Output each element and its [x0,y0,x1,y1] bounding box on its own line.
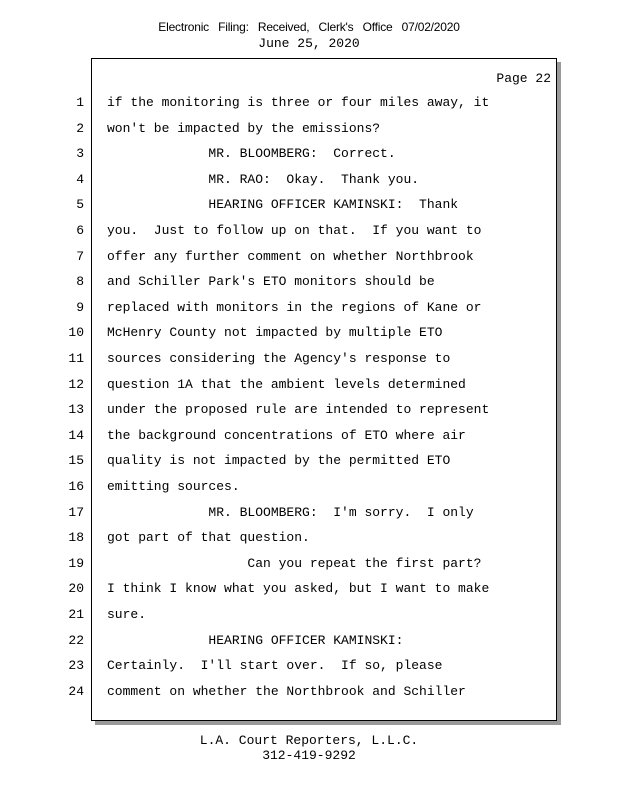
line-text: you. Just to follow up on that. If you want to [107,223,482,238]
page-number: Page 22 [496,71,551,86]
line-number: 18 [68,530,84,545]
line-number: 20 [68,581,84,596]
line-number: 10 [68,325,84,340]
reporter-phone: 312-419-9292 [262,748,356,763]
line-number: 12 [68,377,84,392]
line-text: quality is not impacted by the permitted ETO [107,453,451,468]
line-text: got part of that question. [107,530,310,545]
line-text: Can you repeat the first part? [107,556,482,571]
filing-stamp: Electronic Filing: Received, Clerk's Office 07/02/2020 [158,20,460,34]
reporter-company: L.A. Court Reporters, L.L.C. [199,733,419,748]
line-text: I think I know what you asked, but I want to make [107,581,490,596]
line-number: 7 [76,249,84,264]
line-text: won't be impacted by the emissions? [107,121,381,136]
line-text: MR. BLOOMBERG: I'm sorry. I only [107,505,474,520]
line-text: MR. BLOOMBERG: Correct. [107,146,396,161]
line-number: 21 [68,607,84,622]
line-text: if the monitoring is three or four miles away, it [107,95,490,110]
line-text: McHenry County not impacted by multiple ETO [107,325,443,340]
line-text: comment on whether the Northbrook and Schiller [107,684,466,699]
line-number: 22 [68,633,84,648]
line-text: and Schiller Park's ETO monitors should be [107,274,435,289]
line-number: 19 [68,556,84,571]
line-number: 15 [68,453,84,468]
line-text: Certainly. I'll start over. If so, please [107,658,443,673]
line-text: sources considering the Agency's response to [107,351,451,366]
line-text: emitting sources. [107,479,240,494]
line-text: MR. RAO: Okay. Thank you. [107,172,420,187]
line-number: 2 [76,121,84,136]
line-number: 14 [68,428,84,443]
line-number: 1 [76,95,84,110]
line-text: HEARING OFFICER KAMINSKI: [107,633,404,648]
line-number: 11 [68,351,84,366]
hearing-date: June 25, 2020 [258,36,360,51]
line-number: 3 [76,146,84,161]
line-text: HEARING OFFICER KAMINSKI: Thank [107,197,459,212]
line-text: replaced with monitors in the regions of Kane or [107,300,482,315]
line-number: 23 [68,658,84,673]
line-text: offer any further comment on whether Northbrook [107,249,474,264]
line-number: 13 [68,402,84,417]
line-number: 17 [68,505,84,520]
line-number: 5 [76,197,84,212]
line-number: 24 [68,684,84,699]
line-number: 8 [76,274,84,289]
line-text: sure. [107,607,147,622]
line-number: 6 [76,223,84,238]
line-text: the background concentrations of ETO where air [107,428,466,443]
line-number: 9 [76,300,84,315]
line-number: 4 [76,172,84,187]
line-number: 16 [68,479,84,494]
line-text: question 1A that the ambient levels determined [107,377,466,392]
line-text: under the proposed rule are intended to represent [107,402,490,417]
